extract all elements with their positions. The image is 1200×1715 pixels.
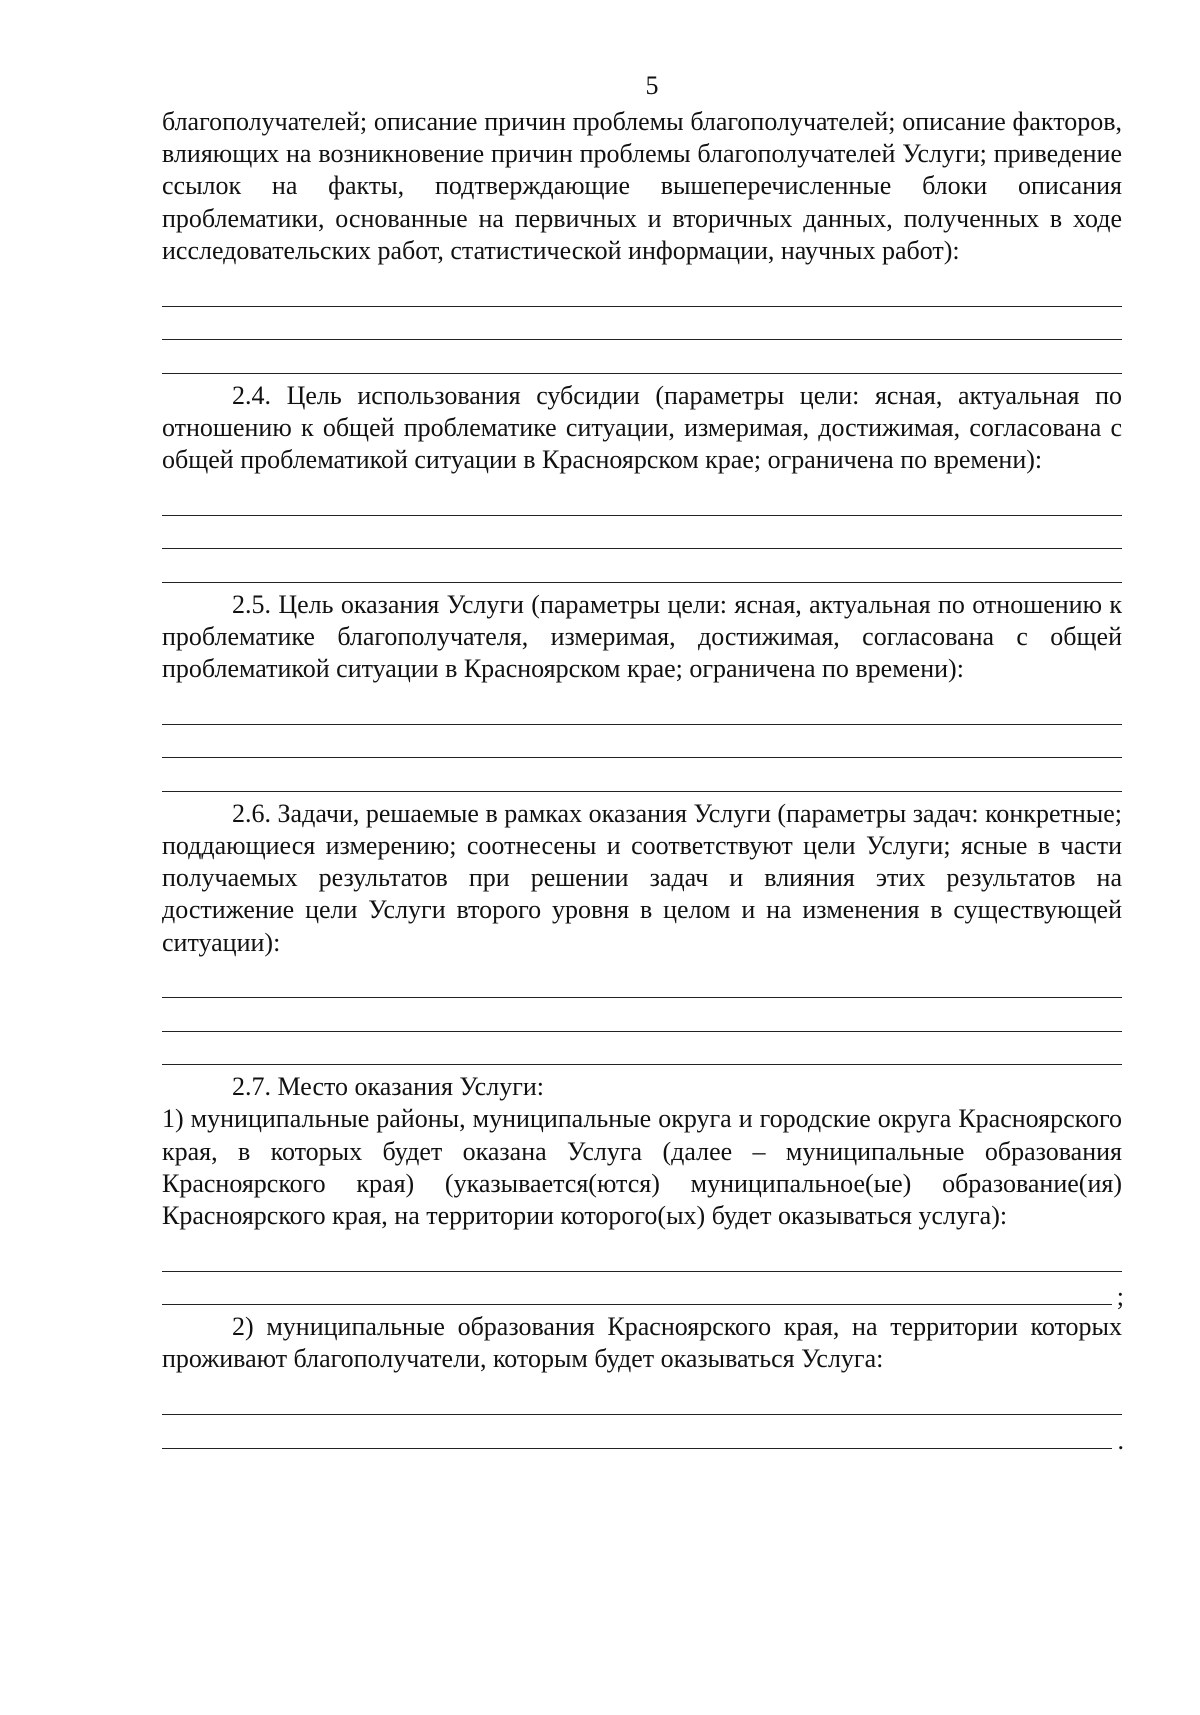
fill-in-line[interactable] <box>162 1238 1122 1272</box>
blank-lines-2-6 <box>162 965 1122 1066</box>
fill-in-line[interactable] <box>162 1382 1122 1416</box>
intro-paragraph: благополучателей; описание причин проблемы благополучателей; описание факторов, влияющих на возникновение причин проблемы благополучателей Услуги; приведение ссылок на факты, подтверждающие вышеперечисленные блоки описания проблематики, основанные на первичных и вторичных данных, полученных в ходе исследовательских работ, статистической информации, научных работ): <box>162 107 1122 265</box>
fill-in-line[interactable] <box>162 340 1122 374</box>
blank-lines-2-7-2 <box>162 1382 1124 1455</box>
blank-lines-intro <box>162 273 1122 374</box>
fill-in-line[interactable] <box>162 758 1122 792</box>
period-mark: . <box>1117 1425 1124 1455</box>
fill-in-line[interactable] <box>162 1272 1124 1312</box>
section-2-7-title: 2.7. Место оказания Услуги: <box>232 1072 544 1102</box>
fill-in-line[interactable] <box>162 516 1122 550</box>
fill-in-line[interactable] <box>162 1415 1124 1455</box>
blank-lines-2-5 <box>162 691 1122 792</box>
section-2-5-paragraph: 2.5. Цель оказания Услуги (параметры цели: ясная, актуальная по отношению к проблематике благополучателя, измеримая, достижимая, согласована с общей проблематикой ситуации в Красноярском крае; ограничена по времени): <box>162 589 1122 684</box>
fill-in-line[interactable] <box>162 1032 1122 1066</box>
blank-lines-2-4 <box>162 482 1122 583</box>
section-2-7-item-1: 1) муниципальные районы, муниципальные округа и городские округа Красноярского края, в которых будет оказана Услуга (далее – муниципальные образования Красноярского края) (указывается(ются) муниципальное(ые) образование(ия) Красноярского края, на территории которого(ых) будет оказываться услуга): <box>162 1104 1122 1231</box>
fill-in-line[interactable] <box>162 549 1122 583</box>
fill-in-line[interactable] <box>162 725 1122 759</box>
section-2-6-paragraph: 2.6. Задачи, решаемые в рамках оказания Услуги (параметры задач: конкретные; поддающиеся измерению; соотнесены и соответствуют цели Услуги; ясные в части получаемых результатов при решении задач и влияния этих результатов на достижение цели Услуги второго уровня в целом и на изменения в существующей ситуации): <box>162 798 1122 957</box>
fill-in-line[interactable] <box>162 998 1122 1032</box>
semicolon-mark: ; <box>1116 1282 1124 1312</box>
blank-lines-2-7-1 <box>162 1238 1124 1312</box>
fill-in-line[interactable] <box>162 273 1122 307</box>
section-2-4-paragraph: 2.4. Цель использования субсидии (параметры цели: ясная, актуальная по отношению к общей проблематике ситуации, измеримая, достижимая, согласована с общей проблематикой ситуации в Красноярском крае; ограничена по времени): <box>162 380 1122 474</box>
fill-in-line[interactable] <box>162 482 1122 516</box>
fill-in-line[interactable] <box>162 965 1122 999</box>
fill-in-line[interactable] <box>162 307 1122 341</box>
page-number: 5 <box>645 71 659 100</box>
section-2-7-item-2: 2) муниципальные образования Красноярского края, на территории которых проживают благополучатели, которым будет оказываться Услуга: <box>162 1312 1122 1374</box>
fill-in-line[interactable] <box>162 691 1122 725</box>
